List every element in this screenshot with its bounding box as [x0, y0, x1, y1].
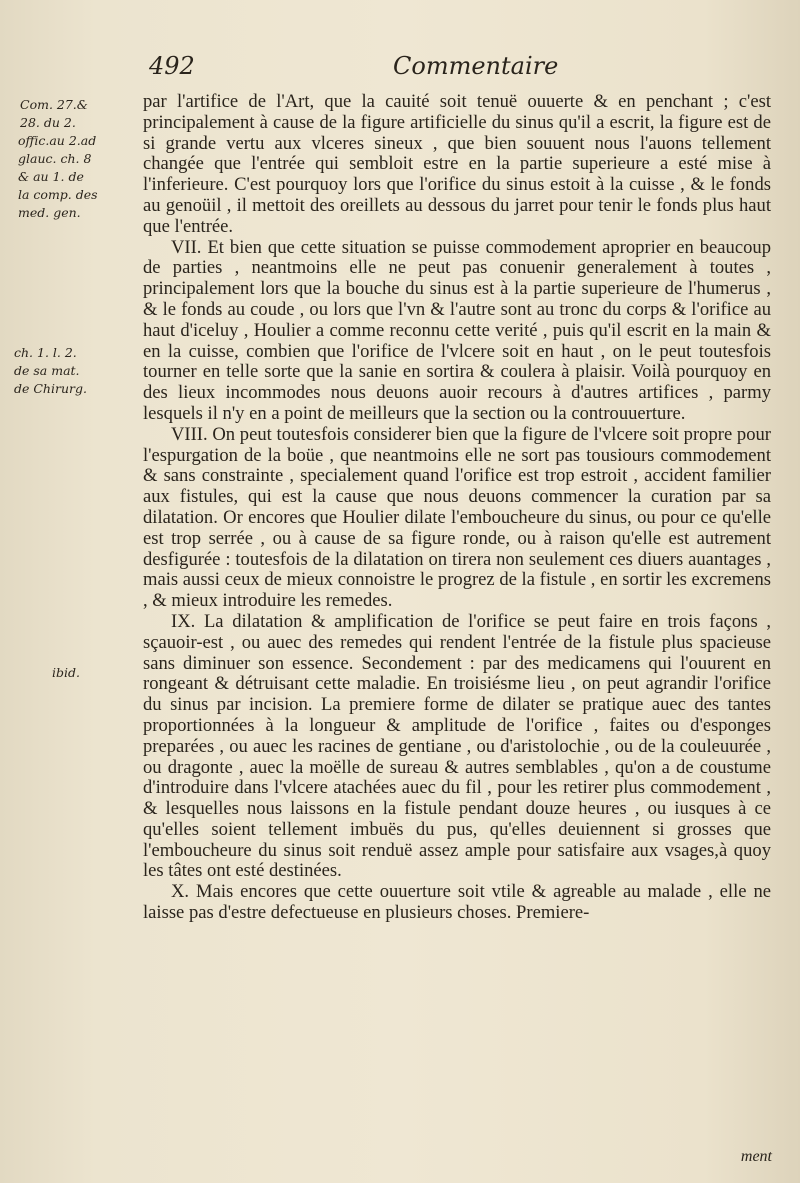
- paragraph-section-10: [143, 882, 771, 924]
- section-number: IX.: [171, 610, 196, 632]
- section-number: X.: [171, 881, 190, 903]
- page-header: [143, 52, 773, 88]
- paragraph-text: Et bien que cette situation se puisse commodement aproprier en beaucoup de parties , neantmoins elle ne peut pas conuenir generalement à toutes , principalement lors que la bouche du sinus est à la partie superieure de l'humerus , & le fonds au coude , ou lors que l'vn & l'autre sont au tronc du corps & l'orifice au haut d'iceluy , Houlier a comme reconnu cette verité , puis qu'il escrit en la main & en la cuisse, combien que l'orifice de l'vlcere soit en haut , on le peut toutesfois tourner en telle sorte que la sanie en sortira & coulera à plaisir. Voilà pourquoy en des lieux incommodes nous deuons auoir recours à d'autres artifices , parmy lesquels il n'y en a point de meilleurs que la section ou la controuuerture.: [143, 236, 771, 424]
- section-number: VIII.: [171, 423, 208, 445]
- body-text: [143, 92, 771, 924]
- page-number: 492: [149, 52, 195, 80]
- catchword: ment: [740, 1148, 772, 1165]
- running-title: Commentaire: [393, 52, 559, 80]
- section-number: VII.: [171, 236, 202, 258]
- margin-note: ch. 1. l. 2. de sa mat. de Chirurg.: [14, 345, 87, 396]
- paragraph-section-7: [143, 238, 771, 425]
- margin-note: Com. 27.& 28. du 2.: [20, 97, 88, 130]
- paragraph-text: On peut toutesfois considerer bien que la figure de l'vlcere soit propre pour l'espurgation de la boüe , que neantmoins elle ne sort pas tousiours commodement & sans constrainte , specialement quand l'orifice est trop estroit , accident familier aux fistules, qui est la cause que nous deuons commencer la curation par sa dilatation. Or encores que Houlier dilate l'emboucheure du sinus, ou pour ce qu'elle est trop serrée , ou à cause de sa figure ronde, ou à raison qu'elle est autrement desfigurée : toutesfois de la dilatation on tirera non seulement ces diuers auantages , mais aussi ceux de mieux connoistre le progrez de la fistule , en sortir les excremens , & mieux introduire les remedes.: [143, 423, 771, 612]
- paragraph: par l'artifice de l'Art, que la cauité soit tenuë ouuerte & en penchant ; c'est principalement à cause de la figure artificielle du sinus qu'il a escrit, la figure est de si grande vertu aux vlceres sineux , que bien souuent nous l'auons tellement changée que l'entrée qui sembloit estre en la partie superieure a esté mise à l'inferieure. C'est pourquoy lors que l'orifice du sinus estoit à la cuisse , & le fonds au genoüil , il mettoit des oreillets au dessous du jarret pour tenir le fonds plus haut que l'entrée.: [143, 91, 771, 237]
- paragraph-section-8: [143, 425, 771, 612]
- paragraph-text: La dilatation & amplification de l'orifice se peut faire en trois façons , sçauoir-est , ou auec des remedes qui rendent l'entrée de la fistule plus spacieuse sans diminuer son essence. Secondement : par des medicamens qui l'ouurent en rongeant & détruisant cette maladie. En troisiésme lieu , on peut agrandir l'orifice du sinus par incision. La premiere forme de dilater se pratique auec des tantes proportionnées à la longueur & amplitude de l'orifice , faites ou d'esponges preparées , ou auec les racines de gentiane , ou d'aristolochie , ou de la couleuurée , ou dragonte , auec la moëlle de sureau & autres semblables , qu'on a de coustume d'introduire dans l'vlcere atachées auec du fil , pour les retirer plus commodement , & lesquelles nous laissons en la fistule pendant douze heures , ou iusques à ce qu'elles soient tellement imbuës du pus, qu'elles deuiennent si grosses que l'emboucheure du sinus soit renduë assez ample pour satisfaire aux vsages,à quoy les tâtes ont esté destinées.: [143, 610, 772, 882]
- paragraph-text: Mais encores que cette ouuerture soit vtile & agreable au malade , elle ne laisse pas d'estre defectueuse en plusieurs choses. Premiere-: [143, 881, 772, 924]
- margin-note: ibid.: [52, 665, 80, 680]
- paragraph-section-9: [143, 612, 771, 882]
- margin-note: offic.au 2.ad glauc. ch. 8 & au 1. de la comp. des med. gen.: [18, 133, 98, 220]
